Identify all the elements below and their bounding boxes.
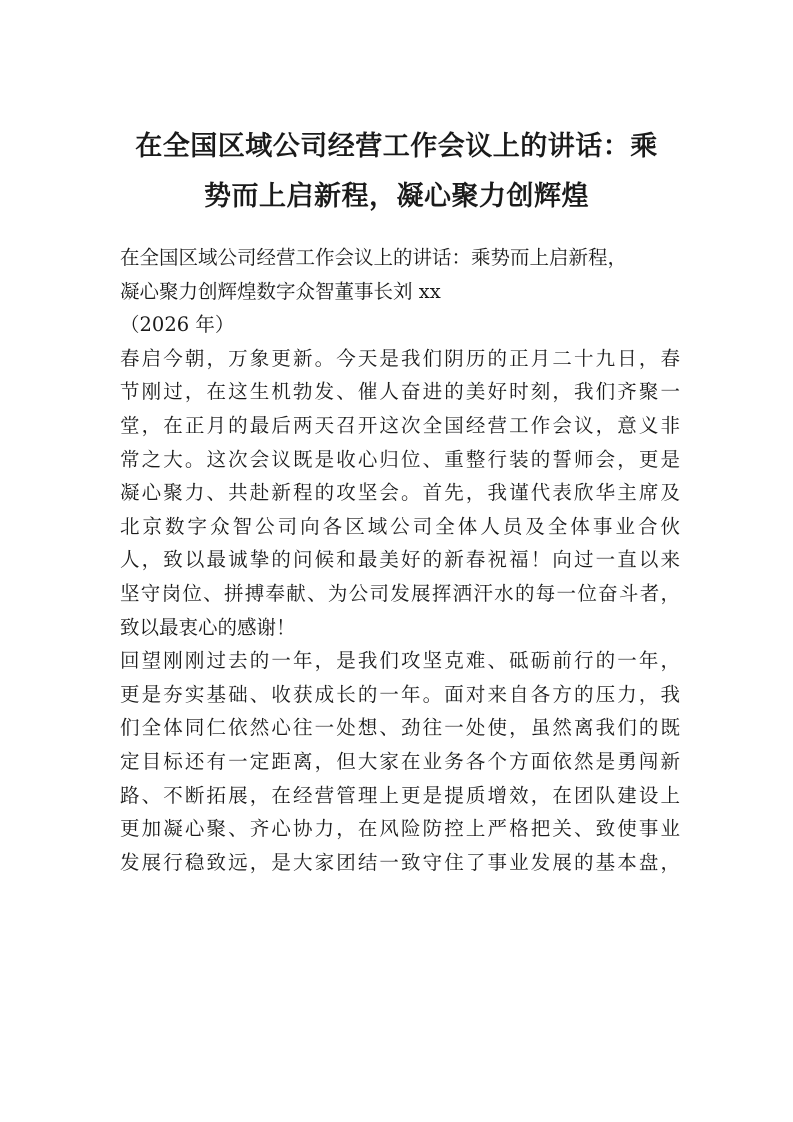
title-line-1: 在全国区域公司经营工作会议上的讲话：乘 <box>135 131 658 162</box>
year-line: （2026 年） <box>120 313 235 337</box>
document-title <box>96 122 697 222</box>
paragraph-2-line: 更加凝心聚、齐心协力，在风险防控上严格把关、致使事业 <box>120 817 680 841</box>
paragraph-2-line: 回望刚刚过去的一年，是我们攻坚克难、砥砺前行的一年， <box>120 649 680 673</box>
paragraph-2-line: 们全体同仁依然心往一处想、劲往一处使，虽然离我们的既 <box>120 716 680 740</box>
paragraph-1-line: 人，致以最诚挚的问候和最美好的新春祝福！向过一直以来 <box>120 548 680 572</box>
title-line-2: 势而上启新程，凝心聚力创辉煌 <box>204 181 589 212</box>
paragraph-2-line: 更是夯实基础、收获成长的一年。面对来自各方的压力，我 <box>120 682 680 706</box>
paragraph-1-line: 堂，在正月的最后两天召开这次全国经营工作会议，意义非 <box>120 413 680 437</box>
paragraph-1-line: 节刚过，在这生机勃发、催人奋进的美好时刻，我们齐聚一 <box>120 380 680 404</box>
paragraph-1-line: 春启今朝，万象更新。今天是我们阴历的正月二十九日，春 <box>120 346 680 370</box>
paragraph-1-line: 致以最衷心的感谢！ <box>120 615 296 639</box>
document-body <box>120 241 680 879</box>
paragraph-1-line: 常之大。这次会议既是收心归位、重整行装的誓师会，更是 <box>120 447 680 471</box>
subtitle-line-2: 凝心聚力创辉煌数字众智董事长刘 xx <box>120 279 441 303</box>
paragraph-1-line: 坚守岗位、拼搏奉献、为公司发展挥洒汗水的每一位奋斗者， <box>120 581 680 605</box>
paragraph-2-line: 定目标还有一定距离，但大家在业务各个方面依然是勇闯新 <box>120 749 680 773</box>
paragraph-2-line: 发展行稳致远，是大家团结一致守住了事业发展的基本盘， <box>120 850 680 874</box>
paragraph-1-line: 凝心聚力、共赴新程的攻坚会。首先，我谨代表欣华主席及 <box>120 481 680 505</box>
paragraph-2-line: 路、不断拓展，在经营管理上更是提质增效，在团队建设上 <box>120 783 680 807</box>
paragraph-1-line: 北京数字众智公司向各区域公司全体人员及全体事业合伙 <box>120 514 680 538</box>
subtitle-line-1: 在全国区域公司经营工作会议上的讲话：乘势而上启新程， <box>120 246 628 269</box>
